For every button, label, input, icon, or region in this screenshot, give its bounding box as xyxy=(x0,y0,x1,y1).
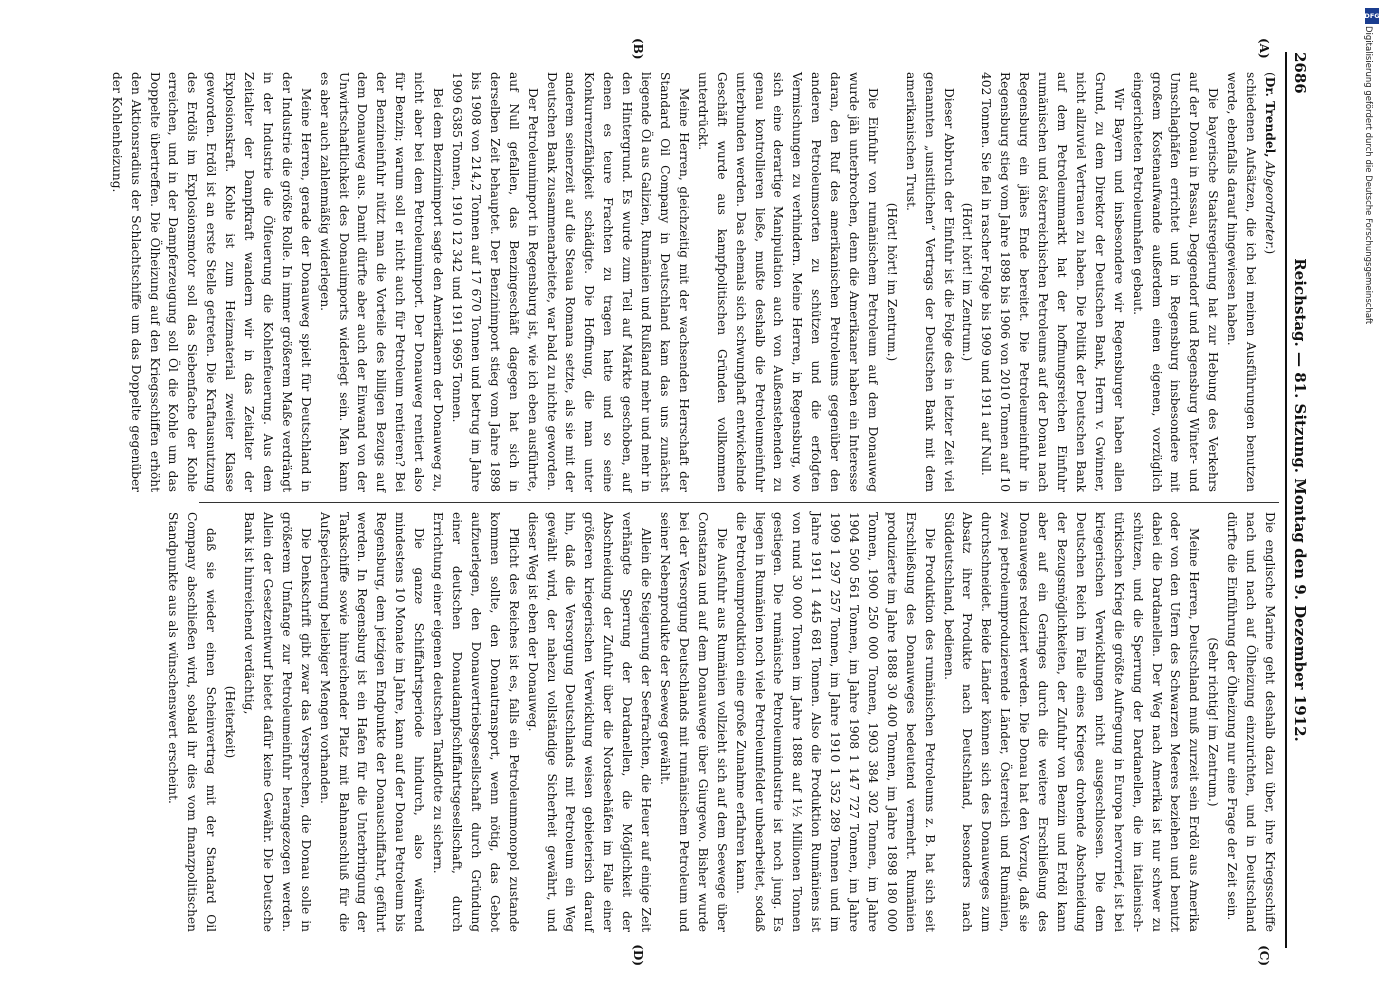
paragraph: Die Einfuhr von rumänischem Petroleum auf dem Donauweg wurde jäh unterbrochen, denn die Amerikaner haben ein Interesse daran, den Ruf des amerikanischen Petroleums gegenüber den anderen Petroleumsorten zu schützen und die erfolgten Vermischungen zu verhindern. Meine Herren, in Regensburg, wo sich eine derartige Manipulation auch von Außenstehenden zu genau kontrollieren ließe, mußte deshalb die Petroleumeinfuhr unterbunden werden. Das ehemals sich schwunghaft entwickelnde Geschäft wurde aus kampfpolitischen Gründen vollkommen unterdrückt. xyxy=(695,72,880,492)
column-divider xyxy=(199,502,1279,503)
paragraph: Die Ausfuhr aus Rumänien vollzieht sich auf dem Seewege über Constanza und auf dem Donauwege über Giurgewo. Bisher wurde bei der Versorgung Deutschlands mit rumänischem Petroleum und seiner Nebenprodukte der Seeweg gewählt. xyxy=(657,512,729,932)
paragraph: Die bayerische Staatsregierung hat zur Hebung des Verkehrs auf der Donau in Passau, Deggendorf und Regensburg Winter- und Umschlaghäfen errichtet und in Regensburg insbesondere mit großem Kostenaufwande außerdem einen eigenen, vorzüglich eingerichteten Petroleumhafen gebaut. xyxy=(1130,72,1220,492)
column-right xyxy=(165,512,1279,932)
paragraph: Allein die Steigerung der Seefrachten, die Heuer auf einige Zeit verhängte Sperrung der Dardanellen, die Möglichkeit der Abschneidung der Zufuhr über die Nordseehäfen im Falle einer größeren kriegerischen Verwicklung weisen gebieterisch darauf hin, daß die Versorgung Deutschlands mit Petroleum ein Weg gewählt wird, der nahezu vollständige Sicherheit gewährt, und dieser Weg ist eben der Donauweg. xyxy=(525,512,653,932)
paragraph: Meine Herren, gleichzeitig mit der wachsenden Herrschaft der Standard Oil Company in Deutschland kam das uns zunächst liegende Öl aus Galizien, Rumänien und Rußland mehr und mehr in den Hintergrund. Es wurde zum Teil auf Märkte geschoben, auf denen es teure Frachten zu tragen hatte und so seine Konkurrenzfähigkeit schädigte. Die Hoffnung, die man unter anderem seinerzeit auf die Steaua Romana setzte, als sie mit der Deutschen Bank zusammenarbeitete, war bald zu nichte geworden. xyxy=(544,72,691,492)
interjection: (Heiterkeit) xyxy=(222,685,237,759)
paragraph: Meine Herren, gerade der Donauweg spielt für Deutschland in der Industrie die größte Rolle. In immer größerem Maße verdrängt in der Industrie die Ölfeuerung die Kohlenfeuerung. Aus dem Zeitalter der Dampfkraft wandern wir in das Zeitalter der Explosionskraft. Kohle ist zum Heizmaterial zweiter Klasse geworden. Erdöl ist an erste Stelle getreten. Die Kraftausnutzung des Erdöls im Explosionsmotor soll das Siebenfache der Kohle erreichen, und in der Dampferzeugung soll Öl die Kohle um das Doppelte übertreffen. Die Ölheizung auf den Kriegsschiffen erhöht den Aktionsradius der Schlachtschiffe um das Doppelte gegenüber der Kohlenheizung. xyxy=(109,72,313,492)
digitization-note: Digitalisierung gefördert durch die Deutsche Forschungsgemeinschaft xyxy=(1363,26,1373,325)
paragraph: Der Petroleumimport in Regensburg ist, wie ich eben ausführte, auf Null gefallen, das Benzingeschäft dagegen hat sich in derselben Zeit behauptet. Der Benzinimport stieg vom Jahre 1898 bis 1908 von 214,2 Tonnen auf 17 670 Tonnen und betrug im Jahre 1909 6385 Tonnen, 1910 12 342 und 1911 9695 Tonnen. xyxy=(449,72,540,492)
paragraph: Die englische Marine geht deshalb dazu über, ihre Kriegsschiffe nach und nach auf Ölheizung einzurichten, und in Deutschland dürfte die Einführung der Ölheizung nur eine Frage der Zeit sein. xyxy=(1224,512,1277,932)
paragraph: Die Produktion des rumänischen Petroleums z. B. hat sich seit Erschließung des Donauweges bedeutend vermehrt. Rumänien produzierte im Jahre 1888 30 400 Tonnen, im Jahre 1898 180 000 Tonnen, 1900 250 000 Tonnen, 1903 384 302 Tonnen, im Jahre 1904 500 561 Tonnen, im Jahre 1908 1 147 727 Tonnen, im Jahre 1909 1 297 257 Tonnen, im Jahre 1910 1 352 289 Tonnen und im Jahre 1911 1 445 681 Tonnen. Also die Produktion Rumäniens ist von rund 30 000 Tonnen im Jahre 1888 auf 1½ Millionen Tonnen gestiegen. Die rumänische Petroleumindustrie ist noch jung. Es liegen in Rumänien noch viele Petroleumfelder unbearbeitet, sodaß die Petroleumproduktion eine große Zunahme erfahren kann. xyxy=(733,512,937,932)
column-left xyxy=(109,72,1279,492)
paragraph: daß sie wieder einen Scheinvertrag mit der Standard Oil Company abschließen wird, sobald ihr dies vom finanzpolitischen Standpunkte aus als wünschenswert erscheint. xyxy=(165,512,218,932)
margin-marker-c: (C) xyxy=(1256,945,1271,966)
dfg-logo-icon: DFG xyxy=(1365,8,1379,24)
margin-marker-d: (D) xyxy=(630,944,645,966)
interjection: (Sehr richtig! im Zentrum.) xyxy=(1205,637,1220,807)
session-title: Reichstag. — 81. Sitzung. Montag den 9. Dezember 1912. xyxy=(1290,258,1309,742)
paragraph: Bei dem Benzinimport sagte den Amerikanern der Donauweg zu, nicht aber bei dem Petroleumimport. Der Donauweg rentiert also für Benzin; warum soll er nicht auch für Petroleum rentieren? Bei der Benzineinfuhr nützt man die Vorteile des billigen Bezugs auf dem Donauweg aus. Damit dürfte aber auch der Einwand von der Unwirtschaftlichkeit des Donauimports widerlegt sein. Man kann es aber auch zahlenmäßig widerlegen. xyxy=(317,72,445,492)
paragraph: Meine Herren, Deutschland muß zurzeit sein Erdöl aus Amerika oder von den Ufern des Schwarzen Meeres beziehen und benutzt dabei die Dardanellen. Der Weg nach Amerika ist nur schwer zu schützen, und die Sperrung der Dardanellen, die im italienisch-türkischen Krieg die größte Aufregung in Europa hervorrief, ist bei kriegerischen Verwicklungen nicht ausgeschlossen. Die dem Deutschen Reich im Falle eines Krieges drohende Abschneidung der Bezugsmöglichkeiten, der Zufuhr von Benzin und Erdöl kann aber auf ein Geringes durch die weitere Erschließung des Donauweges reduziert werden. Die Donau hat den Vorzug, daß sie zwei petroleumproduzierende Länder, Österreich und Rumänien, durchschneidet. Beide Länder können sich des Donauweges zum Absatz ihrer Produkte nach Deutschland, besonders nach Süddeutschland, bedienen. xyxy=(941,512,1201,932)
paragraph: Pflicht des Reiches ist es, falls ein Petroleummonopol zustande kommen sollte, den Donautransport, wenn nötig, das Gebot aufzuerlegen, den Donauvertriebsgesellschaft durch Gründung einer deutschen Donaudampfschiffahrtsgesellschaft, durch Errichtung einer eigenen deutschen Tankflotte zu sichern. xyxy=(430,512,521,932)
paragraph: Wir Bayern und insbesondere wir Regensburger haben allen Grund, zu dem Direktor der Deutschen Bank, Herrn v. Gwinner, nicht allzuviel Vertrauen zu haben. Die Politik der Deutschen Bank auf dem Petroleummarkt hat der hoffnungsreichen Einfuhr rumänischen und österreichischen Petroleums auf der Donau nach Regensburg ein jähes Ende bereitet. Die Petroleumeinfuhr in Regensburg stieg vom Jahre 1898 bis 1906 von 2010 Tonnen auf 10 402 Tonnen. Sie fiel in rascher Folge bis 1909 und 1911 auf Null. xyxy=(978,72,1126,492)
margin-marker-a: (A) xyxy=(1256,38,1271,59)
margin-marker-b: (B) xyxy=(630,38,645,60)
newspaper-page xyxy=(67,32,1317,968)
page-header xyxy=(1287,52,1309,948)
interjection: (Hört! hört! im Zentrum.) xyxy=(884,202,899,362)
speaker-line: (Dr. Trendel, Abgeordneter.) xyxy=(1262,72,1277,255)
interjection: (Hört! hört! im Zentrum.) xyxy=(960,202,974,362)
speaker-role: Abgeordneter. xyxy=(1262,161,1277,250)
paragraph: Dieser Abbruch der Einfuhr ist die Folge des in letzter Zeit viel genannten „unsittlichen“ Vertrags der Deutschen Bank mit dem amerikanischen Trust. xyxy=(903,72,956,492)
speaker-name: Dr. Trendel, xyxy=(1262,76,1277,158)
paragraph: Die Denkschrift gibt zwar das Versprechen, die Donau solle in größerem Umfange zur Petroleumeinfuhr herangezogen werden. Allein der Gesetzentwurf bietet dafür keine Gewähr. Die Deutsche Bank ist hinreichend verdächtig, xyxy=(241,512,313,932)
header-rule xyxy=(1285,52,1287,948)
paragraph: Die ganze Schiffahrtsperiode hindurch, also während mindestens 10 Monate im Jahre, kann auf der Donau Petroleum bis Regensburg, dem jetzigen Endpunkte der Donauschiffahrt, geführt werden. In Regensburg ist ein Hafen für die Unterbringung der Tankschiffe sowie hinreichender Platz mit Bahnanschluß für die Aufspeicherung beliebiger Mengen vorhanden. xyxy=(317,512,426,932)
page-number: 2686 xyxy=(1290,52,1309,94)
paragraph: schiedenen Aufsätzen, die ich bei meinen Ausführungen benutzen werde, ebenfalls darauf hingewiesen haben. xyxy=(1224,72,1258,492)
